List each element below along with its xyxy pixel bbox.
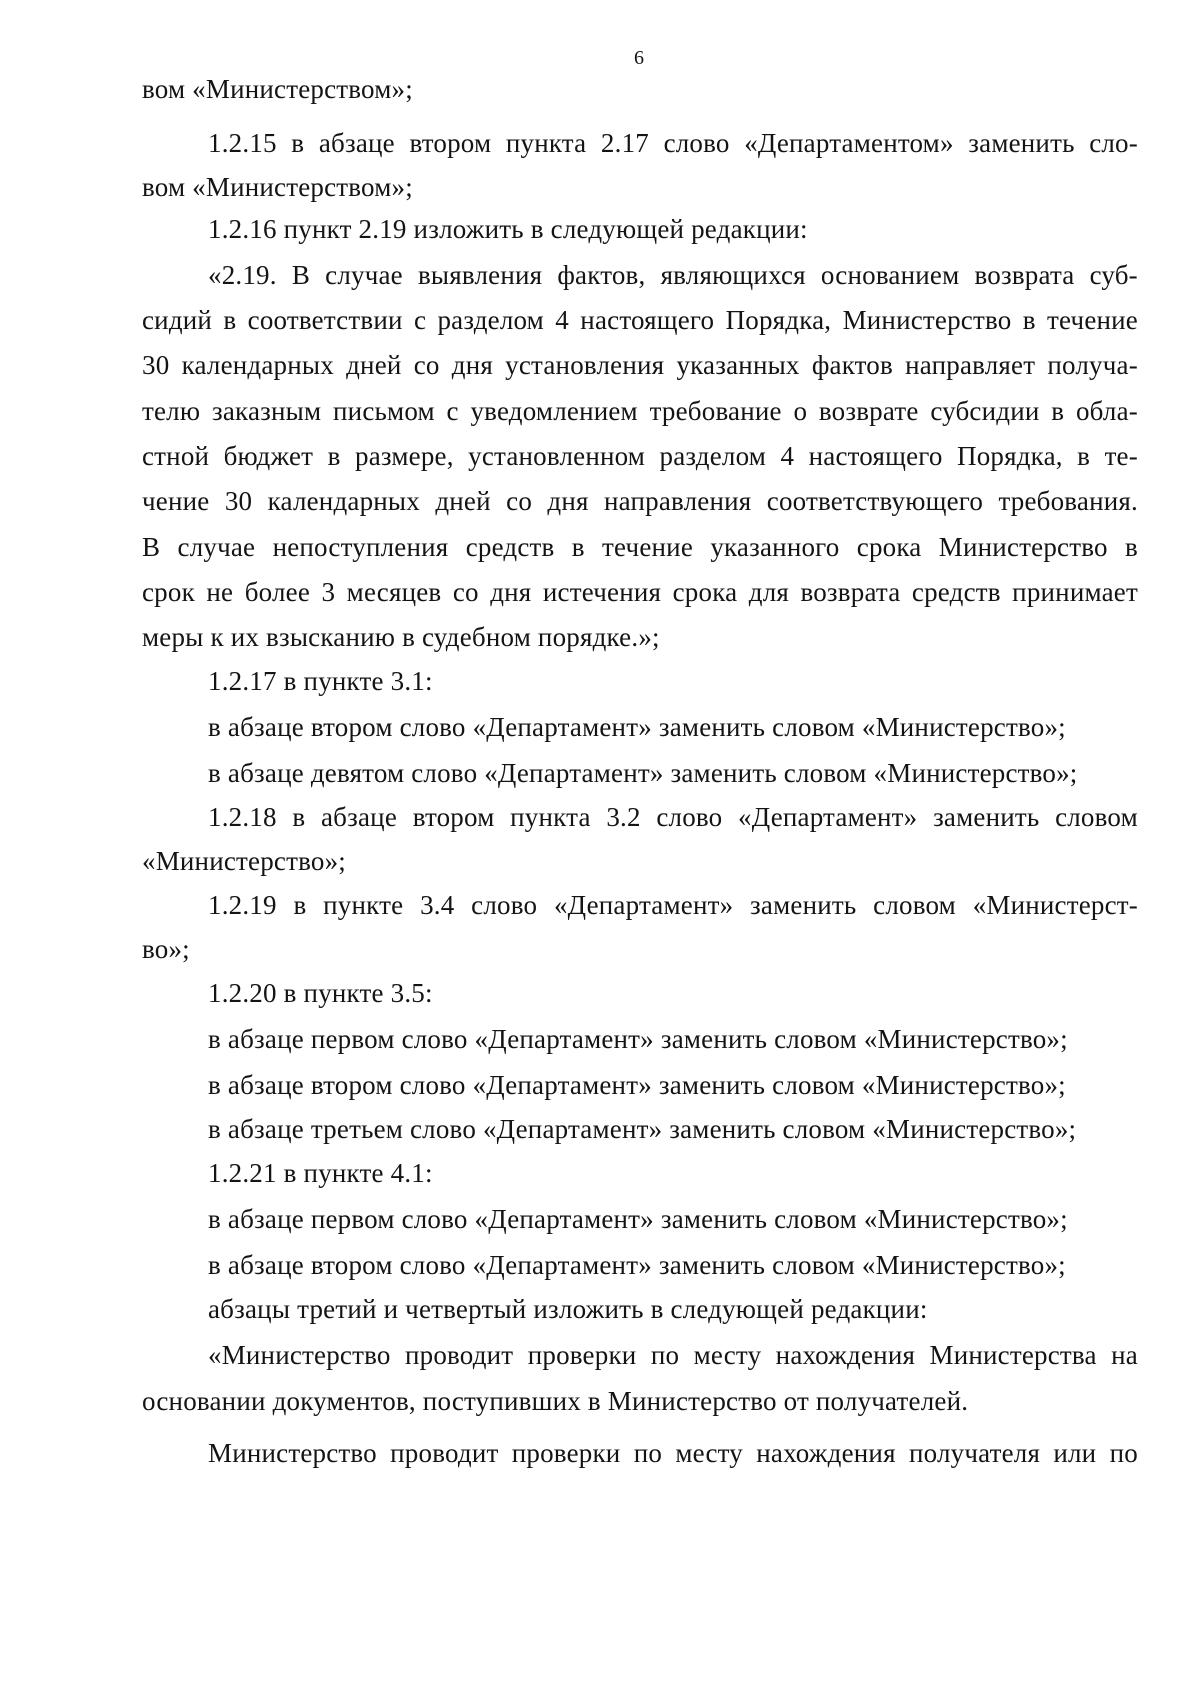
word: направления [604,486,752,516]
word: телю [142,396,201,426]
word: принимает [1012,577,1138,607]
word: 1.2.15 [208,128,277,158]
text-line [208,1338,1138,1372]
line-text: в абзаце втором слово «Департамент» заменить словом «Министерство»; [208,712,1066,742]
line-text: во»; [142,934,190,964]
word: на [1111,1340,1138,1370]
word: Министерство [842,305,1012,335]
word: пункта [505,128,587,158]
line-text: 1.2.17 в пункте 3.1: [208,666,433,696]
word: 1.2.18 [208,802,277,832]
line-text: 1.2.20 в пункте 3.5: [208,978,433,1008]
word: абзаце [318,128,395,158]
line-text: «Министерство»; [142,846,346,876]
word: случае [177,532,256,562]
word: «Министерст- [972,890,1138,920]
text-line [208,800,1138,834]
word: по [650,1340,680,1370]
word: проверки [527,1340,637,1370]
word: заменить [968,128,1075,158]
text-line [142,932,190,966]
line-text: 1.2.16 пункт 2.19 изложить в следующей редакции: [208,214,808,244]
word: месту [675,1438,743,1468]
line-text: меры к их взысканию в судебном порядке.»; [142,622,660,652]
word: срока [672,577,738,607]
text-line [208,1112,1076,1146]
page-number: 6 [634,47,644,69]
word: проверки [511,1438,621,1468]
text-line [208,1248,1066,1282]
word: направляет [905,350,1036,380]
word: слово [663,128,730,158]
text-line [142,439,1138,473]
word: обла- [1075,396,1138,426]
word: являющихся [660,260,806,290]
word: Министерство [938,532,1108,562]
word: случае [325,260,403,290]
word: соответствующего [766,486,984,516]
word: выявления [417,260,543,290]
text-line [142,620,660,654]
word: «Департамент» [738,802,918,832]
word: указанных [676,350,800,380]
word: слово [656,802,723,832]
word: нахождения [756,1438,896,1468]
line-text: в абзаце втором слово «Департамент» заменить словом «Министерство»; [208,1070,1066,1100]
text-line [208,1436,1138,1470]
text-line [208,756,1078,790]
word: слово [471,890,538,920]
text-line [208,664,433,698]
word: бюджет [223,441,314,471]
word: «Департаментом» [744,128,954,158]
line-text: в абзаце третьем слово «Департамент» заменить словом «Министерство»; [208,1114,1077,1144]
word: настоящего [808,441,943,471]
line-text: в абзаце девятом слово «Департамент» заменить словом «Министерство»; [208,758,1078,788]
word: словом [1055,802,1138,832]
text-line [142,1384,968,1418]
word: со [506,486,533,516]
word: заменить [933,802,1040,832]
word: в [571,532,585,562]
word: настоящего [580,305,715,335]
text-line [208,1156,433,1190]
word: месту [693,1340,762,1370]
word: в [1051,396,1065,426]
word: с [446,396,459,426]
word: в [1022,305,1036,335]
word: словом [873,890,956,920]
word: дня [451,350,493,380]
text-line [142,844,346,878]
word: В [291,260,311,290]
text-line [142,394,1138,428]
word: 4 [780,441,795,471]
word: течение [1047,305,1138,335]
text-line [208,888,1138,922]
word: истечения [542,577,662,607]
word: в [293,890,307,920]
word: дней [435,486,491,516]
word: срока [856,532,922,562]
text-line [208,212,808,246]
word: основанием [820,260,960,290]
text-line [142,484,1138,518]
word: требования. [998,486,1138,516]
word: указанного [710,532,840,562]
word: месяцев [346,577,442,607]
word: соответствии [247,305,403,335]
text-line [208,1292,928,1326]
word: фактов, [557,260,646,290]
word: дня [547,486,589,516]
word: «Департамент» [553,890,734,920]
word: с [413,305,427,335]
word: в [327,441,341,471]
text-line [208,126,1138,160]
text-line [142,303,1138,337]
text-line [208,1068,1066,1102]
word: пункта [510,802,591,832]
word: со [452,577,479,607]
word: для [748,577,789,607]
text-line [208,1022,1068,1056]
word: заказным [211,396,322,426]
word: стной [142,441,210,471]
word: сидий [142,305,213,335]
word: втором [409,128,492,158]
text-line [142,170,413,204]
word: о [793,396,808,426]
word: втором [412,802,495,832]
word: дня [490,577,532,607]
word: уведомлением [470,396,638,426]
word: срок [142,577,195,607]
word: установленном [468,441,646,471]
text-line [208,1202,1068,1236]
text-line [142,72,413,106]
word: «Министерство [208,1340,391,1370]
word: сло- [1089,128,1138,158]
word: те- [1104,441,1138,471]
word: 3.4 [420,890,455,920]
line-text: 1.2.21 в пункте 4.1: [208,1158,433,1188]
word: 2.17 [600,128,649,158]
word: размере, [355,441,454,471]
word: В [142,532,161,562]
word: 3.2 [606,802,641,832]
word: 4 [555,305,569,335]
word: 1.2.19 [208,890,277,920]
word: нахождения [775,1340,916,1370]
word: дней [346,350,402,380]
word: более [244,577,311,607]
text-line [142,575,1138,609]
word: проводит [404,1340,514,1370]
line-text: в абзаце втором слово «Департамент» заменить словом «Министерство»; [208,1250,1066,1280]
text-line [142,530,1138,564]
word: субсидии [930,396,1040,426]
word: возврата [974,260,1075,290]
word: Министерство [208,1438,377,1468]
word: проводит [390,1438,499,1468]
word: фактов [811,350,893,380]
word: «2.19. [208,260,277,290]
word: в [292,802,306,832]
line-text: вом «Министерством»; [142,172,413,202]
word: не [206,577,234,607]
word: календарных [267,486,420,516]
word: Порядка, [725,305,832,335]
word: разделом [659,441,767,471]
line-text: абзацы третий и четвертый изложить в следующей редакции: [208,1294,928,1324]
word: возврате [818,396,919,426]
word: чение [142,486,210,516]
word: в [1124,532,1138,562]
line-text: основании документов, поступивших в Министерство от получателей. [142,1386,969,1416]
text-line [142,348,1138,382]
word: в [223,305,237,335]
word: 3 [321,577,336,607]
word: письмом [333,396,435,426]
word: установления [505,350,665,380]
word: календарных [181,350,334,380]
word: средств [465,532,555,562]
word: по [633,1438,663,1468]
word: 30 [224,486,253,516]
word: непоступления [272,532,449,562]
word: или [1053,1438,1097,1468]
word: разделом [437,305,544,335]
word: заменить [750,890,857,920]
word: суб- [1089,260,1138,290]
word: Министерства [929,1340,1097,1370]
line-text: в абзаце первом слово «Департамент» заменить словом «Министерство»; [208,1024,1068,1054]
word: в [291,128,305,158]
word: средств [911,577,1001,607]
word: в [1077,441,1091,471]
word: 30 [142,350,170,380]
text-line [208,976,433,1010]
word: получателя [908,1438,1041,1468]
line-text: вом «Министерством»; [142,74,413,104]
text-line [208,258,1138,292]
word: абзаце [321,802,398,832]
word: получа- [1047,350,1138,380]
word: требование [649,396,782,426]
word: Порядка, [957,441,1063,471]
word: пункте [323,890,404,920]
text-line [208,710,1066,744]
line-text: в абзаце первом слово «Департамент» заменить словом «Министерство»; [208,1204,1068,1234]
word: течение [602,532,694,562]
word: возврата [800,577,901,607]
word: со [413,350,440,380]
word: по [1109,1438,1138,1468]
